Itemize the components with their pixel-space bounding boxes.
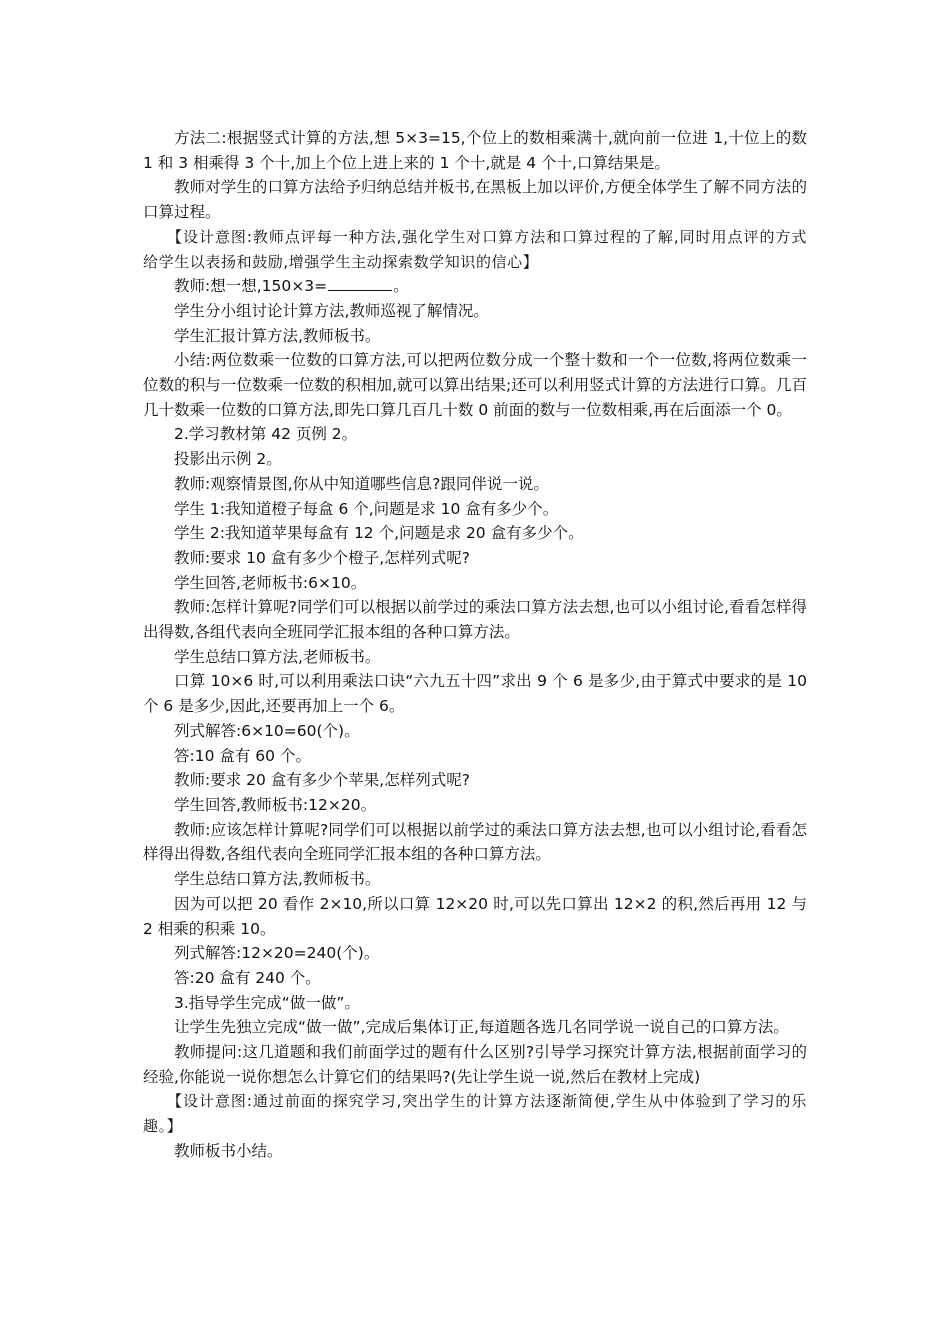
paragraph-apple-question: 教师:要求 20 盒有多少个苹果,怎样列式呢? [174,771,470,790]
paragraph-group-discussion: 学生分小组讨论计算方法,教师巡视了解情况。 [174,301,489,320]
paragraph-teacher-question: 教师提问:这几道题和我们前面学过的题有什么区别?引导学习探究计算方法,根据前面学习的经验,你能说一说你想怎么计算它们的结果吗?(先让学生说一说,然后在教材上完成) [143,1043,807,1086]
paragraph-orange-question: 教师:要求 10 盒有多少个橙子,怎样列式呢? [174,548,470,567]
paragraph-summary: 小结:两位数乘一位数的口算方法,可以把两位数分成一个整十数和一个一位数,将两位数乘一位数的积与一位数乘一位数的积相加,就可以算出结果;还可以利用竖式计算的方法进行口算。几百几十数乘一位数的口算方法,即先口算几百几十数 0 前面的数与一位数相乘,再在后面添一个 0。 [143,351,807,419]
paragraph-observe-picture: 教师:观察情景图,你从中知道哪些信息?跟同伴说一说。 [174,474,549,493]
paragraph-do-it-yourself: 让学生先独立完成“做一做”,完成后集体订正,每道题各选几名同学说一说自己的口算方法。 [174,1018,789,1037]
paragraph-answer-2: 答:20 盒有 240 个。 [174,968,321,987]
paragraph-student-report: 学生汇报计算方法,教师板书。 [174,326,381,345]
paragraph-teacher-summary: 教师对学生的口算方法给予归纳总结并板书,在黑板上加以评价,方便全体学生了解不同方法的口算过程。 [143,178,807,222]
paragraph-example-2-heading: 2.学习教材第 42 页例 2。 [174,425,358,444]
paragraph-student-2: 学生 2:我知道苹果每盒有 12 个,问题是求 20 盒有多少个。 [174,524,584,543]
paragraph-orange-formula: 学生回答,老师板书:6×10。 [174,573,367,592]
paragraph-solution-1: 列式解答:6×10=60(个)。 [174,721,360,740]
paragraph-oral-calc-10x6: 口算 10×6 时,可以利用乘法口诀“六九五十四”求出 9 个 6 是多少,由于算式中要求的是 10 个 6 是多少,因此,还要再加上一个 6。 [143,672,807,716]
paragraph-answer-1: 答:10 盒有 60 个。 [174,746,311,765]
paragraph-section-3-heading: 3.指导学生完成“做一做”。 [174,993,360,1012]
paragraph-board-summary: 教师板书小结。 [174,1141,283,1160]
answer-blank [328,274,392,291]
paragraph-think-question [143,274,807,299]
paragraph-student-1: 学生 1:我知道橙子每盒 6 个,问题是求 10 盒有多少个。 [174,499,559,518]
paragraph-oral-calc-12x20: 因为可以把 20 看作 2×10,所以口算 12×20 时,可以先口算出 12×2 的积,然后再用 12 与 2 相乘的积乘 10。 [143,894,807,938]
paragraph-how-to-calc-1: 教师:怎样计算呢?同学们可以根据以前学过的乘法口算方法去想,也可以小组讨论,看看怎样得出得数,各组代表向全班同学汇报本组的各种口算方法。 [143,598,807,642]
paragraph-design-intent-1: 【设计意图:教师点评每一种方法,强化学生对口算方法和口算过程的了解,同时用点评的方式给学生以表扬和鼓励,增强学生主动探索数学知识的信心】 [143,227,807,271]
paragraph-how-to-calc-2: 教师:应该怎样计算呢?同学们可以根据以前学过的乘法口算方法去想,也可以小组讨论,看看怎样得出得数,各组代表向全班同学汇报本组的各种口算方法。 [143,820,807,864]
question-suffix: 。 [393,277,409,296]
question-text: 教师:想一想,150×3= [174,277,328,296]
paragraph-summarize-1: 学生总结口算方法,老师板书。 [174,647,381,666]
paragraph-method-two: 方法二:根据竖式计算的方法,想 5×3=15,个位上的数相乘满十,就向前一位进 1,十位上的数 1 和 3 相乘得 3 个十,加上个位上进上来的 1 个十,就是 4 个十,口算结果是。 [143,129,807,172]
paragraph-project-example: 投影出示例 2。 [174,450,282,469]
paragraph-design-intent-2: 【设计意图:通过前面的探究学习,突出学生的计算方法逐渐简便,学生从中体验到了学习的乐趣。】 [143,1092,807,1136]
paragraph-apple-formula: 学生回答,教师板书:12×20。 [174,795,377,814]
document-body [143,126,807,1164]
paragraph-solution-2: 列式解答:12×20=240(个)。 [174,944,380,963]
paragraph-summarize-2: 学生总结口算方法,教师板书。 [174,870,381,889]
